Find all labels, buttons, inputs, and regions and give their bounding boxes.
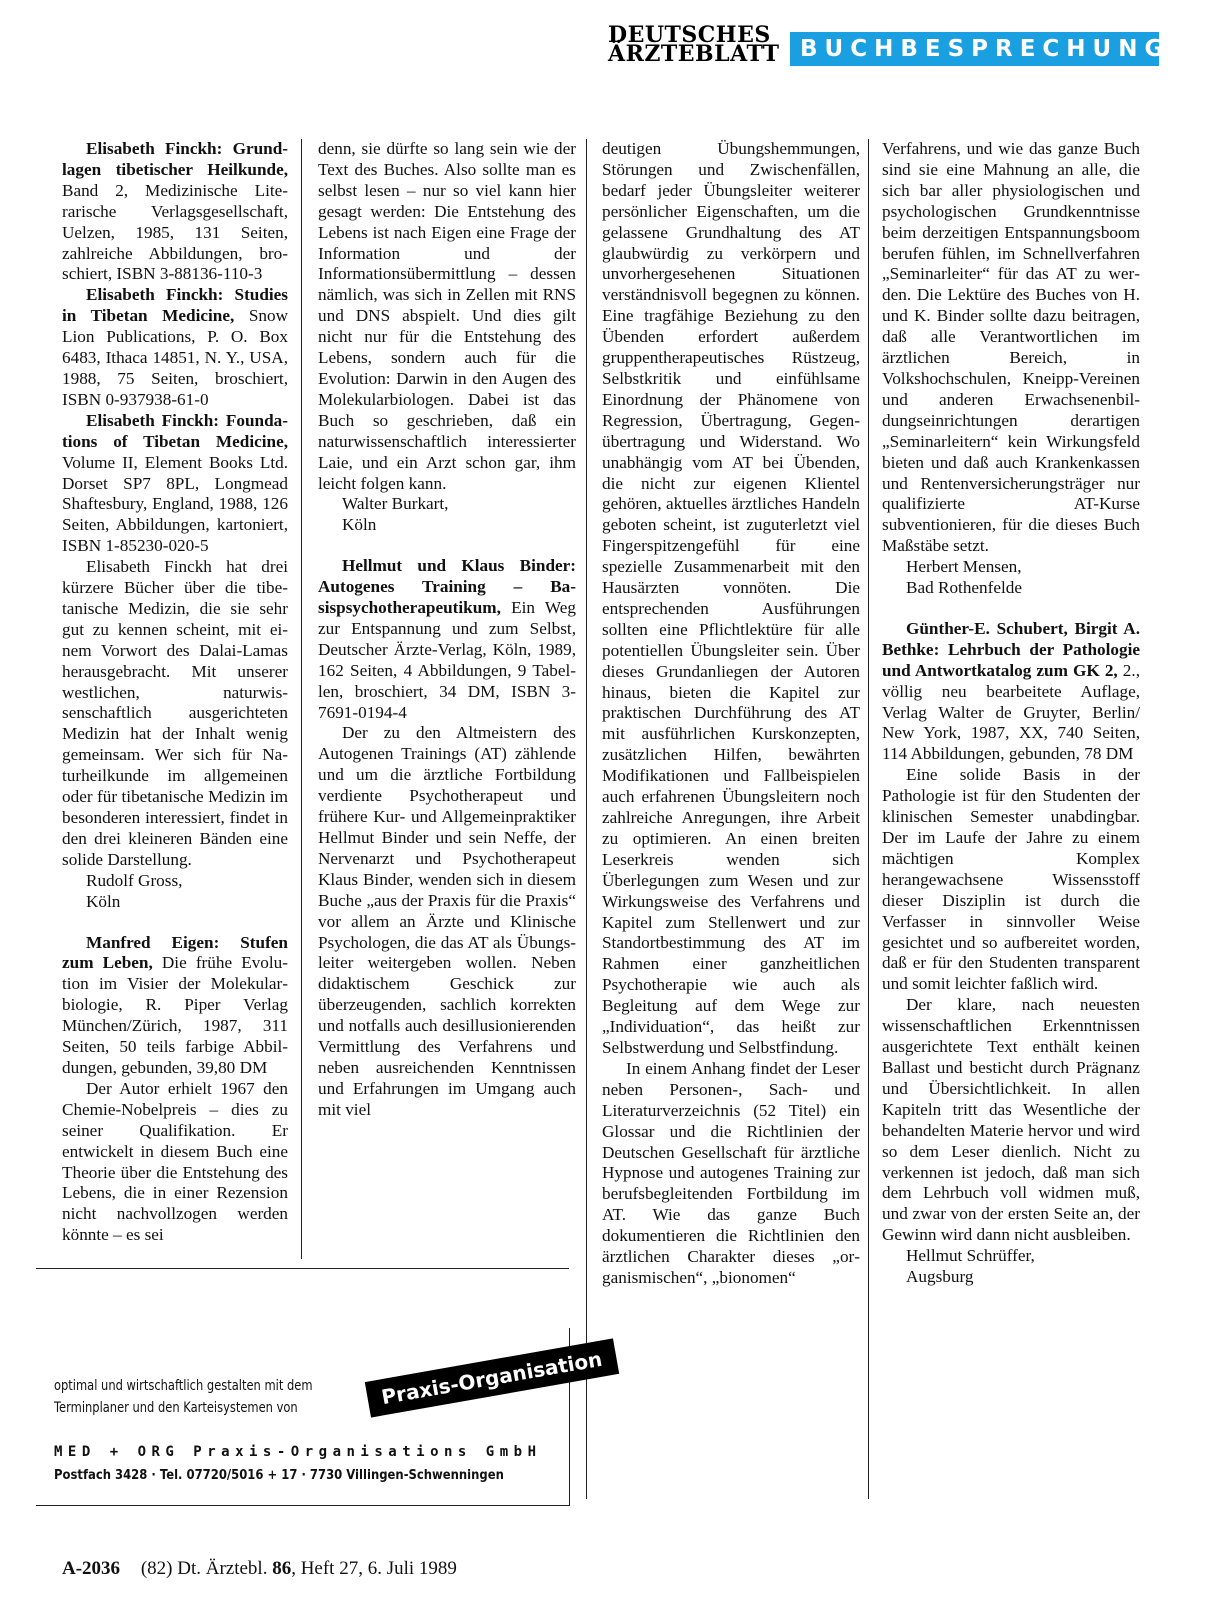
- reviewer-signature: [882, 1246, 1140, 1288]
- reviewer-location: Köln: [86, 891, 121, 911]
- column-divider: [586, 139, 587, 1499]
- book-title: Hellmut und Klaus Binder: Autogenes Training – Basispsychotherapeutikum,: [318, 556, 576, 618]
- book-citation: [62, 139, 288, 285]
- ad-company-name: MED + ORG Praxis-Organisations GmbH: [54, 1444, 542, 1460]
- column-4: [882, 139, 1140, 1288]
- ad-logo: Praxis-Organisation: [365, 1338, 619, 1417]
- review-paragraph-continued: deutigen Übungshemmungen, Störungen und Zwischenfällen, bedarf jeder Übungsleiter weiterer persönlicher Eigenschaften, um die gelassene Grundhaltung des AT glaubwürdig zu verkörpern und unvorhergesehenen Situationen verständnisvoll begegnen zu können. Eine tragfähige Beziehung zu den Übenden erfordert außerdem gruppentherapeutisches Rüstzeug, Selbstkritik und einfühlsame Einordnung der Phänomene von Regression, Übertragung, Gegenübertragung und Widerstand. Wo unabhängig vom AT bei Übenden, die nicht zur eigenen Klientel gehören, aktuelles ärztliches Handeln geboten scheint, ist zuguterletzt viel Fingerspitzengefühl für eine spezielle Zusammenarbeit mit den Hausärzten vonnöten. Die entsprechenden Ausführungen sollten eine Pflichtlektüre für alle potentiellen Übungsleiter sein. Über dieses Grundanliegen der Autoren hinaus, bieten die Kapitel zur praktischen Durchführung des AT mit ausführlichen Kurskonzepten, zusätzlichen Hilfen, bewährten Modifikationen und Fallbeispielen auch erfahrenen Übungsleitern noch zahlreiche Anregungen, ihre Arbeit zu optimieren. An einen breiten Leserkreis wenden sich Überlegungen zum Wesen und zur Wirkungsweise des Verfahrens und Kapitel zum Stellenwert und zur Standortbestimmung des AT im Rahmen einer ganzheitlichen Psychotherapie wie auch als Begleitung auf dem Wege zur „Individuation“, das heißt zur Selbstwerdung und Selbstfindung.: [602, 139, 860, 1057]
- book-details: Band 2, Medizinische Literarische Verlagsgesellschaft, Uelzen, 1985, 131 Seiten, zahlreiche Abbildungen, broschiert, ISBN 3-88136-110-3: [62, 180, 288, 284]
- review-paragraph: Der klare, nach neuesten wissenschaftlichen Erkenntnissen ausgerichtete Text enthält keinen Ballast und besticht durch Prägnanz und Übersichtlichkeit. In allen Kapiteln tritt das Wesentliche der behandelten Materie hervor und wird so dem Leser dienlich. Nicht zu verkennen ist jedoch, daß man sich dem Lehrbuch voll widmen muß, und zwar von der ersten Seite an, der Gewinn wird dann nicht ausbleiben.: [882, 995, 1140, 1245]
- book-title: Manfred Eigen: Stufen zum Leben,: [62, 932, 288, 973]
- column-3: [602, 139, 860, 1289]
- page-code: A-2036: [62, 1558, 121, 1579]
- reviewer-name: Herbert Mensen,: [906, 557, 1022, 577]
- advertisement-top-rule: [36, 1268, 569, 1269]
- reviewer-location: Augsburg: [906, 1267, 974, 1287]
- reviewer-name: Hellmut Schrüffer,: [906, 1246, 1035, 1266]
- book-title: Günther-E. Schubert, Birgit A. Bethke: Lehrbuch der Pathologie und Antwortkatalog zum GK 2,: [882, 618, 1140, 680]
- review-paragraph: Elisabeth Finckh hat drei kürzere Bücher über die tibetanische Medizin, die sie sehr gut zu kennen scheint, mit einem Vorwort des Dalai-Lamas herausgebracht. Mit unserer westlichen, naturwissenschaftlich ausgerichteten Medizin hat der Inhalt wenig gemeinsam. Wer sich für Naturheilkunde im allgemeinen oder für tibetanische Medizin im besonderen interessiert, findet in den drei kleineren Bänden eine solide Darstellung.: [62, 557, 288, 869]
- column-divider: [868, 139, 869, 1499]
- column-1: [62, 139, 288, 1246]
- reviewer-signature: [882, 557, 1140, 599]
- publication-name-line1: DEUTSCHES: [608, 22, 771, 48]
- reviewer-name: Walter Burkart,: [342, 494, 449, 514]
- ad-tagline-1: optimal und wirtschaftlich gestalten mit dem: [54, 1378, 313, 1394]
- book-citation: [882, 619, 1140, 765]
- book-title: Elisabeth Finckh: Studies in Tibetan Medicine,: [62, 285, 288, 326]
- journal-volume: 86: [272, 1558, 292, 1579]
- column-2: [318, 139, 576, 1304]
- book-details: Ein Weg zur Entspannung und zum Selbst, Deutscher Ärzte-Verlag, Köln, 1989, 162 Seiten, 4 Abbildungen, 9 Tabellen, broschiert, 34 DM, ISBN 3-7691-0194-4: [318, 598, 576, 722]
- book-citation: [62, 933, 288, 1079]
- journal-issue: , Heft 27, 6. Juli 1989: [291, 1558, 457, 1579]
- review-paragraph: Eine solide Basis in der Pathologie ist für den Studenten der klinischen Semester unabdingbar. Der im Laufe der Jahre zu einem mächtigen Komplex herangewachsene Wissensstoff dieser Disziplin ist durch die Verfasser in sinnvoller Weise gesichtet und so aufbereitet worden, daß er für den Studenten transparent und somit leichter faßlich wird.: [882, 765, 1140, 994]
- book-citation: [62, 411, 288, 557]
- section-banner: BUCHBESPRECHUNGEN: [790, 32, 1159, 66]
- publication-name-line2: ÄRZTEBLATT: [608, 41, 780, 67]
- book-details: Volume II, Element Books Ltd. Dorset SP7 8PL, Longmead Shaftesbury, England, 1988, 126 Seiten, Abbildungen, kartoniert, ISBN 1-85230-020-5: [62, 452, 288, 556]
- book-details: 2., völlig neu bearbeitete Auflage, Verlag Walter de Gruyter, Berlin/ New York, 1987, XX, 740 Seiten, 114 Abbildungen, gebunden, 78 DM: [882, 660, 1140, 764]
- ad-address: Postfach 3428 · Tel. 07720/5016 + 17 · 7730 Villingen-Schwenningen: [54, 1467, 504, 1483]
- column-divider: [301, 139, 302, 1259]
- advertisement: [36, 1328, 604, 1506]
- reviewer-name: Rudolf Gross,: [86, 870, 183, 890]
- book-citation: [318, 556, 576, 723]
- book-title: Elisabeth Finckh: Foundations of Tibetan Medicine,: [62, 410, 288, 451]
- book-details: Snow Lion Publications, P. O. Box 6483, Ithaca 14851, N. Y., USA, 1988, 75 Seiten, broschiert, ISBN 0-937938-61-0: [62, 306, 288, 409]
- section-gap: [62, 913, 288, 933]
- review-paragraph: In einem Anhang findet der Leser neben Personen-, Sach- und Literaturverzeichnis (52 Titel) ein Glossar und die Richtlinien der Deutschen Gesellschaft für ärztliche Hypnose und autogenes Training zur berufsbegleitenden Fortbildung im AT. Wie das ganze Buch dokumentieren die Richtlinien den ärztlichen Charakter dieses „organismischen“, „bionomen“: [602, 1058, 860, 1287]
- ad-tagline-2: Terminplaner und den Karteisystemen von: [54, 1400, 298, 1416]
- review-paragraph-continued: denn, sie dürfte so lang sein wie der Text des Buches. Also sollte man es selbst lesen – nur so viel kann hier gesagt werden: Die Entstehung des Lebens ist nach Eigen eine Frage der Information und der Informationsübermittlung – dessen nämlich, was sich in Zellen mit RNS und DNS abspielt. Und dies gilt nicht nur für die Entstehung des Lebens, sondern auch für die Evolution: Darwin in den Augen des Molekularbiologen. Dabei ist das Buch so geschrieben, daß ein naturwissenschaftlich interessierter Laie, und ein Arzt schon gar, ihm leicht folgen kann.: [318, 139, 576, 493]
- section-gap: [882, 599, 1140, 619]
- masthead: [608, 22, 780, 67]
- section-gap: [318, 536, 576, 556]
- review-paragraph: Der Autor erhielt 1967 den Chemie-Nobelpreis – dies zu seiner Qualifikation. Er entwickelt in diesem Buch eine Theorie über die Entstehung des Lebens, die in einer Rezension nicht nachvollzogen werden könnte – es sei: [62, 1078, 288, 1245]
- review-paragraph: Der zu den Altmeistern des Autogenen Trainings (AT) zählende und um die ärztliche Fortbildung verdiente Psychotherapeut und frühere Kur- und Allgemeinpraktiker Hellmut Binder und sein Neffe, der Nervenarzt und Psychotherapeut Klaus Binder, wenden sich in diesem Buche „aus der Praxis für die Praxis“ vor allem an Ärzte und Klinische Psychologen, die das AT als Übungsleiter weitergeben wollen. Neben didaktischem Geschick zur überzeugenden, sachlich korrekten und notfalls auch desillusionierenden Vermittlung des Verfahrens und neben ausreichenden Kenntnissen und Erfahrungen im Umgang auch mit viel: [318, 723, 576, 1119]
- review-paragraph-continued: Verfahrens, und wie das ganze Buch sind sie eine Mahnung an alle, die sich bar aller physiologischen und psychologischen Grundkenntnisse beim derzeitigen Entspannungsboom berufen fühlen, im Schnellverfahren „Seminarleiter“ für das AT zu werden. Die Lektüre des Buches von H. und K. Binder sollte dazu beitragen, daß alle Verantwortlichen im ärztlichen Bereich, in Volkshochschulen, Kneipp-Vereinen und anderen Erwachsenenbildungseinrichtungen derartigen „Seminarleitern“ kein Wirkungsfeld bieten und daß auch Krankenkassen und Rentenversicherungsträger nur qualifizierte AT-Kurse subventionieren, für die dieses Buch Maßstäbe setzt.: [882, 139, 1140, 556]
- reviewer-location: Köln: [342, 515, 377, 535]
- book-citation: [62, 285, 288, 410]
- page-footer: [62, 1558, 457, 1580]
- journal-reference: (82) Dt. Ärztebl.: [140, 1558, 268, 1579]
- reviewer-signature: [62, 871, 288, 913]
- reviewer-location: Bad Rothenfelde: [906, 578, 1022, 598]
- book-details: Die frühe Evolution im Visier der Molekularbiologie, R. Piper Verlag München/Zürich, 1987, 311 Seiten, 50 teils farbige Abbildungen, gebunden, 39,80 DM: [62, 953, 288, 1077]
- book-title: Elisabeth Finckh: Grundlagen tibetischer Heilkunde,: [62, 139, 288, 179]
- reviewer-signature: [318, 494, 576, 536]
